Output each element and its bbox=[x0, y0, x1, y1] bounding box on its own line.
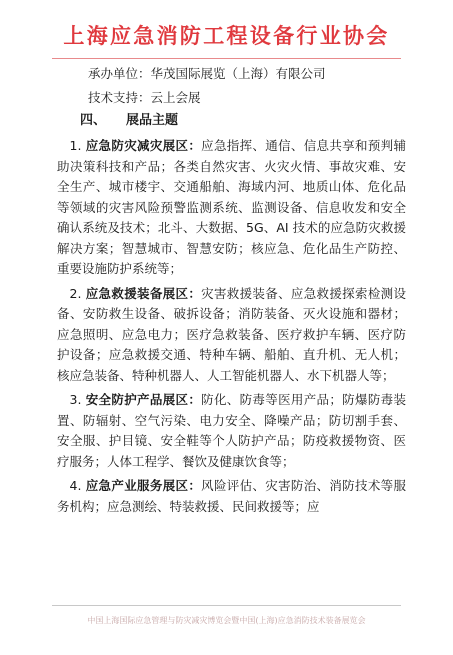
zone-paragraph-3 bbox=[57, 390, 406, 472]
zone-number: 2. bbox=[69, 285, 82, 301]
zone-paragraph-2 bbox=[57, 284, 406, 387]
zone-number: 3. bbox=[69, 392, 82, 407]
tech-support-line: 技术支持：云上会展 bbox=[88, 90, 201, 105]
zone-separator: ： bbox=[188, 138, 202, 153]
zone-name: 安全防护产品展区 bbox=[85, 392, 189, 407]
zone-number: 1. bbox=[69, 138, 82, 153]
zone-description: 应急指挥、通信、信息共享和预判辅助决策科技和产品；各类自然灾害、火灾火情、事故灾难、安全生产、城市楼宇、交通船舶、海域内河、地质山体、危化品等领域的灾害风险预警监测系统、监测设备、信息收发和安全确认系统及技术；北斗、大数据、5G、AI 技术的应急防灾救援解决方案；智慧城市、智慧安防；核应急、危化品生产防控、重要设施防护系统等； bbox=[57, 138, 406, 276]
zone-name: 应急产业服务展区 bbox=[85, 478, 189, 493]
zones-list bbox=[57, 136, 406, 521]
header-divider bbox=[52, 58, 401, 59]
zone-description: 风险评估、灾害防治、消防技术等服务机构；应急测绘、特装救援、民间救援等；应 bbox=[57, 478, 406, 514]
organizer-line: 承办单位：华茂国际展览（上海）有限公司 bbox=[88, 66, 326, 81]
zone-name: 应急防灾减灾展区 bbox=[85, 138, 189, 153]
zone-paragraph-4 bbox=[57, 476, 406, 517]
section-title: 展品主题 bbox=[126, 113, 179, 128]
zone-name: 应急救援装备展区 bbox=[85, 285, 189, 301]
zone-separator: ： bbox=[188, 285, 202, 301]
zone-separator: ： bbox=[188, 392, 202, 407]
footer-text: 中国上海国际应急管理与防灾减灾博览会暨中国(上海)应急消防技术装备展览会 bbox=[87, 616, 366, 625]
section-heading bbox=[80, 111, 178, 131]
association-title: 上海应急消防工程设备行业协会 bbox=[63, 23, 390, 48]
zone-description: 灾害救援装备、应急救援探索检测设备、安防救生设备、破拆设备；消防装备、灭火设施和器材；应急照明、应急电力；医疗急救装备、医疗救护车辆、医疗防护设备；应急救援交通、特种车辆、船舶、直升机、无人机；核应急装备、特种机器人、人工智能机器人、水下机器人等； bbox=[57, 285, 406, 383]
zone-number: 4. bbox=[69, 478, 82, 493]
section-number: 四、 bbox=[80, 113, 107, 128]
zone-separator: ： bbox=[188, 478, 202, 493]
zone-description: 防化、防毒等医用产品；防爆防毒装置、防辐射、空气污染、电力安全、降噪产品；防切割手套、安全服、护目镜、安全鞋等个人防护产品；防疫救援物资、医疗服务；人体工程学、餐饮及健康饮食等； bbox=[57, 392, 406, 469]
zone-paragraph-1 bbox=[57, 136, 406, 280]
footer-divider bbox=[52, 605, 401, 606]
